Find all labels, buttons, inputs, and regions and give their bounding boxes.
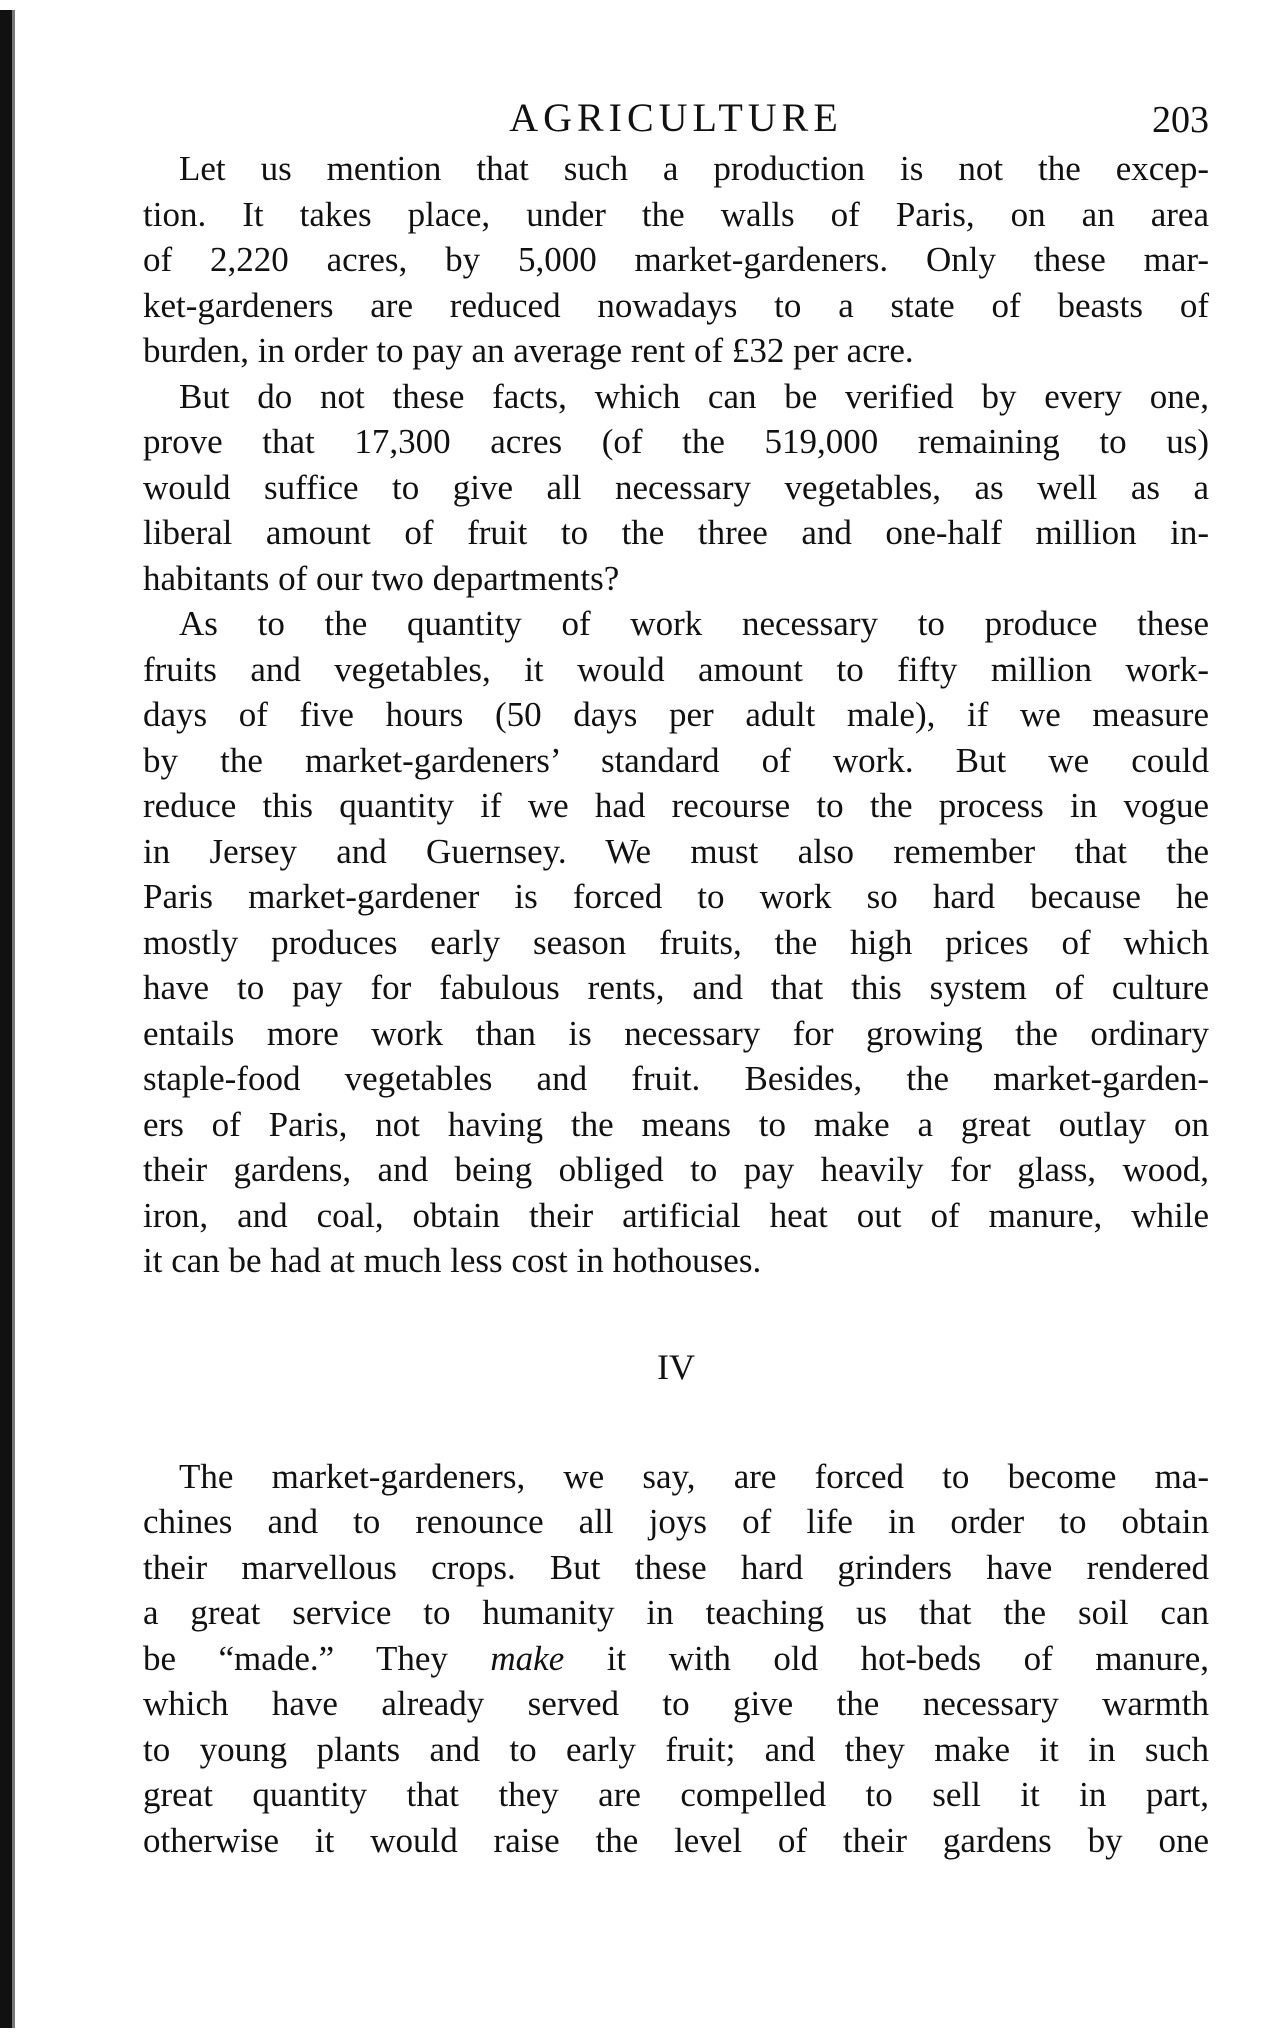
text-line: a great service to humanity in teaching us that the soil can	[143, 1593, 1209, 1632]
text-line: Paris market-gardener is forced to work so hard because he	[143, 877, 1209, 916]
section-heading: IV	[657, 1346, 695, 1387]
text-line: their marvellous crops. But these hard grinders have rendered	[143, 1547, 1209, 1587]
text-line: staple-food vegetables and fruit. Besides, the market-garden-	[143, 1059, 1209, 1098]
text-line: which have already served to give the necessary warmth	[143, 1684, 1209, 1723]
text-line: reduce this quantity if we had recourse to the process in vogue	[143, 786, 1209, 825]
text-line: mostly produces early season fruits, the high prices of which	[143, 922, 1209, 962]
text-line: burden, in order to pay an average rent of £32 per acre.	[143, 331, 914, 370]
text-line	[143, 1636, 1209, 1682]
paragraph-4	[143, 1454, 1209, 1864]
running-head	[143, 92, 1209, 146]
body-text	[143, 146, 1209, 1863]
running-title: AGRICULTURE	[509, 95, 843, 140]
text-line: of 2,220 acres, by 5,000 market-gardeners. Only these mar-	[143, 240, 1209, 279]
text-line: their gardens, and being obliged to pay heavily for glass, wood,	[143, 1150, 1209, 1189]
text-line: tion. It takes place, under the walls of Paris, on an area	[143, 194, 1209, 234]
text-line: in Jersey and Guernsey. We must also remember that the	[143, 831, 1209, 871]
text-line: it can be had at much less cost in hothouses.	[143, 1241, 762, 1280]
page-number: 203	[1152, 99, 1209, 141]
text-line: habitants of our two departments?	[143, 558, 620, 598]
paragraph-1	[143, 146, 1209, 374]
text-line: chines and to renounce all joys of life in order to obtain	[143, 1502, 1209, 1541]
text-line: have to pay for fabulous rents, and that this system of culture	[143, 968, 1209, 1007]
text-line: would suffice to give all necessary vegetables, as well as a	[143, 467, 1209, 507]
book-page	[143, 92, 1209, 1863]
text-line: But do not these facts, which can be verified by every one,	[179, 376, 1209, 416]
italic-text: make	[490, 1638, 565, 1678]
text-line: entails more work than is necessary for growing the ordinary	[143, 1013, 1209, 1053]
text-fragment: it with old hot-beds of manure,	[564, 1638, 1209, 1678]
text-line: otherwise it would raise the level of their gardens by one	[143, 1820, 1209, 1860]
page-edge-fade	[12, 10, 15, 2028]
text-line: fruits and vegetables, it would amount to fifty million work-	[143, 649, 1209, 689]
text-line: ers of Paris, not having the means to make a great outlay on	[143, 1104, 1209, 1144]
paragraph-2	[143, 374, 1209, 602]
paragraph-3	[143, 601, 1209, 1284]
text-fragment: be “made.” They	[143, 1638, 491, 1678]
text-line: iron, and coal, obtain their artificial heat out of manure, while	[143, 1195, 1209, 1235]
text-line: great quantity that they are compelled to sell it in part,	[143, 1775, 1209, 1814]
text-line: prove that 17,300 acres (of the 519,000 remaining to us)	[143, 422, 1209, 461]
text-line: Let us mention that such a production is not the excep-	[179, 149, 1209, 188]
text-line: to young plants and to early fruit; and they make it in such	[143, 1729, 1209, 1769]
text-line: days of five hours (50 days per adult male), if we measure	[143, 695, 1209, 734]
text-line: liberal amount of fruit to the three and one-half million in-	[143, 513, 1209, 552]
text-line: The market-gardeners, we say, are forced to become ma-	[179, 1456, 1209, 1496]
page-edge-shadow	[0, 10, 12, 2028]
text-line: ket-gardeners are reduced nowadays to a state of beasts of	[143, 285, 1209, 325]
text-line: by the market-gardeners’ standard of work. But we could	[143, 740, 1209, 780]
text-line: As to the quantity of work necessary to produce these	[179, 604, 1209, 643]
